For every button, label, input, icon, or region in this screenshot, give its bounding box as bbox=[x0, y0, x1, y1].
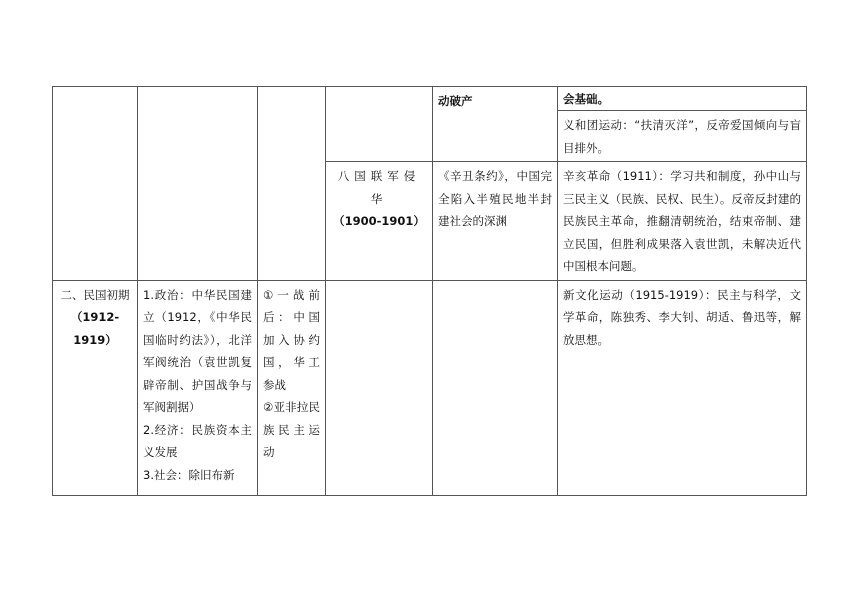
table-cell-consequence bbox=[433, 162, 558, 281]
table-cell-domestic bbox=[138, 87, 258, 281]
international-item-2: ②亚非拉民族民主运动 bbox=[263, 400, 320, 459]
period-name: 二、民国初期 bbox=[60, 287, 130, 302]
table-cell-thought bbox=[558, 162, 807, 281]
domestic-economy: 2.经济：民族资本主义发展 bbox=[143, 422, 252, 459]
table-cell-period bbox=[53, 280, 138, 495]
thought-new-culture-movement: 新文化运动（1915-1919）：民主与科学，文学革命，陈独秀、李大钊、胡适、鲁迅等，解放思想。 bbox=[563, 287, 801, 347]
table-cell-event bbox=[326, 162, 433, 281]
event-years: （1900-1901） bbox=[333, 214, 425, 228]
consequence-text: 《辛丑条约》，中国完全陷入半殖民地半封建社会的深渊 bbox=[438, 169, 552, 228]
thought-boxer-movement: 义和团运动：“扶清灭洋”，反帝爱国倾向与盲目排外。 bbox=[563, 118, 801, 155]
event-name: 八国联军侵华 bbox=[337, 169, 421, 206]
thought-xinhai-revolution: 辛亥革命（1911）：学习共和制度，孙中山与三民主义（民族、民权、民生）。反帝反封建的民族民主革命，推翻清朝统治，结束帝制、建立民国，但胜利成果落入袁世凯，未解决近代中国根本问题。 bbox=[563, 169, 801, 273]
thought-line-1: 会基础。 bbox=[558, 87, 806, 111]
table-cell-domestic bbox=[138, 280, 258, 495]
table-cell-event bbox=[326, 280, 433, 495]
table-cell-event bbox=[326, 87, 433, 162]
table-cell-consequence bbox=[433, 87, 558, 162]
table-cell-thought bbox=[558, 87, 807, 162]
table-row bbox=[53, 87, 807, 162]
domestic-society: 3.社会：除旧布新 bbox=[143, 467, 235, 482]
consequence-text: 动破产 bbox=[438, 94, 473, 108]
table-cell-international bbox=[258, 280, 326, 495]
period-years: （1912-1919） bbox=[70, 310, 120, 347]
table-cell-consequence bbox=[433, 280, 558, 495]
history-table bbox=[52, 86, 807, 496]
table-cell-period bbox=[53, 87, 138, 281]
table-cell-international bbox=[258, 87, 326, 281]
international-item-1: ①一战前后：中国加入协约国，华工参战 bbox=[263, 287, 320, 392]
domestic-politics: 1.政治：中华民国建立（1912，《中华民国临时约法》），北洋军阀统治（袁世凯复辟帝制、护国战争与军阀割据） bbox=[143, 287, 252, 414]
table-cell-thought bbox=[558, 280, 807, 495]
table-row bbox=[53, 280, 807, 495]
